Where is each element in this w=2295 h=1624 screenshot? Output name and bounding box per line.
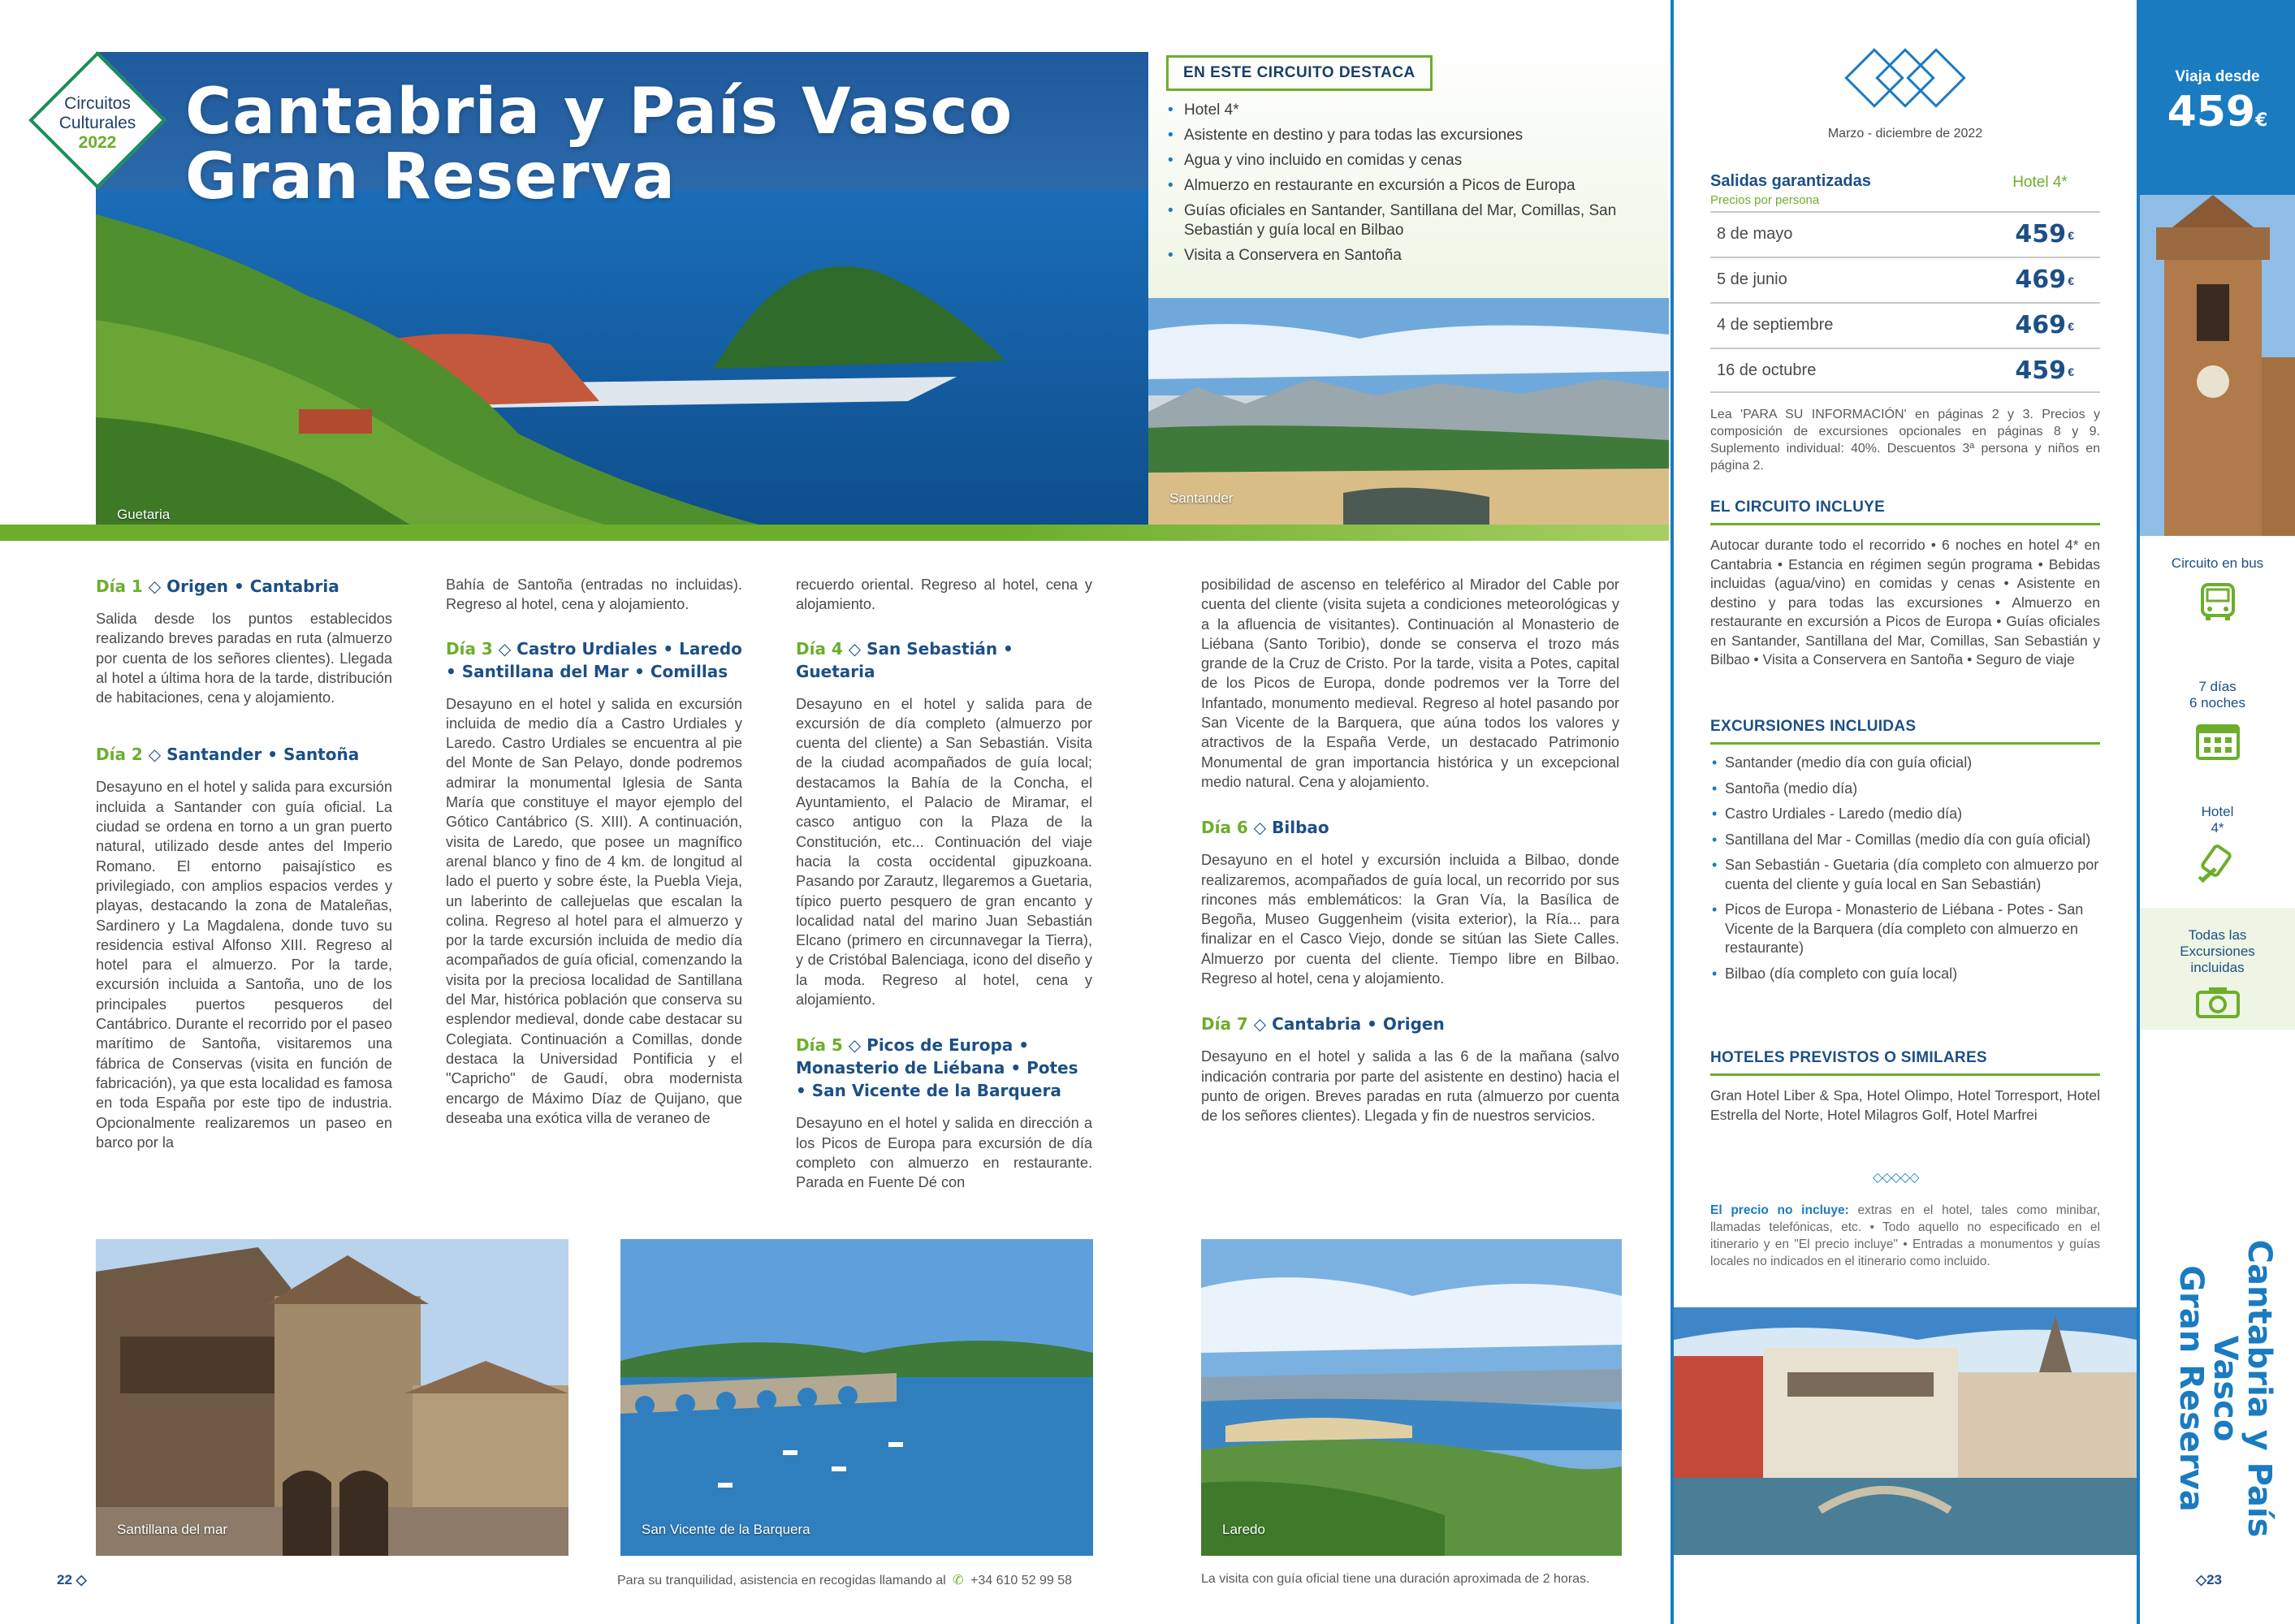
table-row: 16 de octubre 459 € [1710, 348, 2100, 393]
photo-laredo [1201, 1239, 1622, 1556]
feature-excursions: Todas las Excursiones incluidas [2140, 908, 2295, 1030]
day-4-text: Desayuno en el hotel y salida para de excursión de día completo (almuerzo por cuenta del cliente) a San Sebastián. Visita de la ciudad acompañados de guía local; destacamos la Bahía de la Concha, el Ayuntamiento, el Palacio de Miramar, el casco antiguo con la Plaza de la Constitución, etc... Continuación del viaje hacia la costa occidental gipuzkoana. Pasando por Zarautz, llegaremos a Guetaria, típico puerto pesquero de gran encanto y localidad natal del marino Juan Sebastián Elcano (primero en circunnavegar la Tierra), y de Cristóbal Balenciaga, icono del diseño y la moda. Regreso al hotel, cena y alojamiento. [796, 695, 1092, 1009]
hero-caption: Guetaria [117, 507, 171, 522]
table-row: 5 de junio 469 € [1710, 257, 2100, 302]
day-5-text: Desayuno en el hotel y salida en dirección a los Picos de Europa para excursión de día completo con almuerzo en restaurante. Parada en Fuente Dé con [796, 1115, 1092, 1191]
day-2-title: Día 2 ◇ Santander • Santoña [96, 745, 360, 765]
day-3-continued: recuerdo oriental. Regreso al hotel, cena y alojamiento. [796, 577, 1092, 613]
day-5-title: Día 5 ◇ Picos de Europa • Monasterio de Liébana • Potes • San Vicente de la Barquera [796, 1035, 1078, 1101]
photo-church-tower [2140, 195, 2295, 536]
highlights-box [1148, 42, 1668, 298]
not-included-text: extras en el hotel, tales como minibar, llamadas telefónicas, etc. • Todo aquello no especificado en el itinerario y en "El precio incluye" • Entradas a monumentos y guías locales no indicados en el itinerario como incluido. [1710, 1203, 2100, 1268]
day-7-text: Desayuno en el hotel y salida a las 6 de la mañana (salvo indicación contraria por parte del asistente en destino) hacia el punto de origen. Breves paradas en ruta (almuerzo por cuenta de los señores clientes). Llegada y fin de nuestros servicios. [1201, 1048, 1619, 1125]
feature-hotel: Hotel 4* [2140, 804, 2295, 888]
table-subtitle: Precios por persona [1710, 193, 1820, 207]
bus-icon [2196, 580, 2240, 624]
page-title [185, 76, 1119, 214]
list-item: • Castro Urdiales - Laredo (medio día) [1710, 805, 2100, 824]
list-item: • Bilbao (día completo con guía local) [1710, 965, 2100, 984]
highlights-list [1168, 101, 1655, 271]
list-item: • Picos de Europa - Monasterio de Liébana - Potes - San Vicente de la Barquera (día completo con almuerzo en restaurante) [1710, 901, 2100, 958]
day-5-continued: posibilidad de ascenso en teleférico al Mirador del Cable por cuenta del cliente (visita sujeta a condiciones meteorológicas y a la afluencia de visitantes). Continuación al Monasterio de Liébana (Santo Toribio), donde se conserva el trozo más grande de la Cruz de Cristo. Por la tarde, visita a Potes, capital de los Picos de Europa, donde podremos ver la Torre del Infantado, monumento medieval. Regreso al hotel pasando por San Vicente de la Barquera, que aúna todos los valores y atractivos de la España Verde, un destacado Patrimonio Monumental de gran importancia histórica y un excepcional medio natural. Cena y alojamiento. [1201, 577, 1619, 790]
table-header [1710, 172, 2100, 211]
vertical-title: Cantabria y País Vasco Gran Reserva [2172, 1239, 2278, 1538]
feature-bus: Circuito en bus [2140, 555, 2295, 624]
day-6-title: Día 6 ◇ Bilbao [1201, 818, 1329, 838]
hotel-key-icon [2194, 844, 2241, 888]
photo-santander [1148, 298, 1669, 525]
page-number-left: 22 ◇ [57, 1572, 87, 1587]
includes-heading: EL CIRCUITO INCLUYE [1710, 499, 2100, 525]
list-item: • Hotel 4* [1168, 101, 1655, 120]
itinerary-col-1 [96, 575, 392, 1188]
departures-table [1710, 172, 2100, 393]
collection-badge [28, 50, 167, 190]
day-2-text: Desayuno en el hotel y salida para excursión incluida a Santander con guía oficial. La ciudad se ordena en torno a un gran puerto natural, utilizado desde antes del Imperio Romano. El entorno paisajístico es privilegiado, con amplios espacios verdes y playas, destacando la zona de Mataleñas, Sardinero y La Magdalena, donde tuvo su residencia estival Alfonso XIII. Regreso al hotel para el almuerzo. Por la tarde, excursión incluida a Santoña, uno de los principales puertos pesqueros del Cantábrico. Durante el recorrido por el paseo marítimo de Santoña, visitaremos una fábrica de Conservas (visita en función de fabricación), ya que esta localidad es famosa en toda España por este tipo de industria. Opcionalmente realizaremos un paseo en barco por la [96, 779, 392, 1151]
list-item: • Santoña (medio día) [1710, 780, 2100, 799]
not-included-label: El precio no incluye: [1710, 1203, 1849, 1217]
list-item: • Guías oficiales en Santander, Santillana del Mar, Comillas, San Sebastián y guía local en Bilbao [1168, 201, 1655, 240]
caption-santillana: Santillana del mar [117, 1522, 228, 1537]
table-row: 8 de mayo 459 € [1710, 211, 2100, 257]
list-item: • Santillana del Mar - Comillas (medio día con guía oficial) [1710, 831, 2100, 850]
feature-duration: 7 días 6 noches [2140, 679, 2295, 762]
includes-text: Autocar durante todo el recorrido • 6 noches en hotel 4* en Cantabria • Estancia en régimen según programa • Bebidas incluidas (agua/vino) en comidas y cenas • Asistente en destino y para todas las excursiones • Almuerzo en restaurante en excursión a Picos de Europa • Guías oficiales en Santander, Santillana del Mar, Comillas, San Sebastián y Bilbao • Visita a Conservera en Santoña • Seguro de viaje [1710, 537, 2100, 667]
from-price: 459€ [2167, 88, 2268, 136]
day-4-title: Día 4 ◇ San Sebastián • Guetaria [796, 638, 1014, 681]
guide-duration-note: La visita con guía oficial tiene una duración aproximada de 2 horas. [1201, 1572, 1590, 1586]
list-item: • Santander (medio día con guía oficial) [1710, 754, 2100, 773]
day-6-text: Desayuno en el hotel y excursión incluida a Bilbao, donde realizaremos, acompañados de guía local, un recorrido por sus rincones más emblemáticos: la Gran Vía, la Basílica de Begoña, Museo Guggenheim (visita exterior), la Ría... para finalizar en el Casco Viejo, donde se sitúan las Siete Calles. Almuerzo por cuenta del cliente. Tiempo libre en Bilbao. Regreso al hotel, cena y alojamiento. [1201, 852, 1619, 987]
list-item: • Asistente en destino y para todas las excursiones [1168, 126, 1655, 145]
phone-icon: ✆ [953, 1574, 964, 1587]
list-item: • Visita a Conservera en Santoña [1168, 246, 1655, 266]
list-item: • San Sebastián - Guetaria (día completo con almuerzo por cuenta del cliente y guía local en San Sebastián) [1710, 856, 2100, 894]
day-3-text: Desayuno en el hotel y salida en excursión incluida de medio día a Castro Urdiales y Laredo. Castro Urdiales se encuentra al pie del Monte de San Pelayo, donde podremos admirar la monumental Iglesia de Santa María que constituye el mayor ejemplo del Gótico Cantábrico (S. XIII). A continuación, visita de Laredo, que posee un magnífico arenal blanco y fino de 4 km. de longitud al lado el puerto y sobre éste, la Puebla Vieja, un laberinto de callejuelas que escalan la colina. Regreso al hotel para el almuerzo y por la tarde excursión incluida de medio día acompañados de guía oficial, comenzando la visita por la preciosa localidad de Santillana del Mar, histórica población que conserva su esplendor medieval, donde cabe destacar su Colegiata. Continuación a Comillas, donde destaca la Universidad Pontificia y el "Capricho" de Gaudí, obra modernista encargo de Máximo Díaz de Quijano, que deseaba una exótica villa de veraneo de [446, 695, 743, 1126]
excursions-list [1710, 754, 2100, 990]
caption-laredo: Laredo [1222, 1522, 1265, 1537]
badge-line-2: Culturales [58, 114, 136, 132]
list-item: • Almuerzo en restaurante en excursión a Picos de Europa [1168, 176, 1655, 196]
excursions-heading: EXCURSIONES INCLUIDAS [1710, 718, 2100, 745]
title-line-2: Gran Reserva [185, 140, 676, 214]
badge-year: 2022 [78, 133, 117, 152]
caption-san-vicente: San Vicente de la Barquera [642, 1522, 810, 1537]
hotels-heading: HOTELES PREVISTOS O SIMILARES [1710, 1049, 2100, 1076]
not-included-note [1710, 1202, 2100, 1270]
day-7-title: Día 7 ◇ Cantabria • Origen [1201, 1014, 1445, 1034]
badge-line-1: Circuitos [64, 94, 131, 113]
day-3-title: Día 3 ◇ Castro Urdiales • Laredo • Santillana del Mar • Comillas [446, 638, 742, 681]
caption-santander: Santander [1169, 490, 1234, 506]
day-2-continued: Bahía de Santoña (entradas no incluidas). Regreso al hotel, cena y alojamiento. [446, 577, 742, 613]
table-title: Salidas garantizadas [1710, 172, 1871, 190]
itinerary-col-4 [1201, 575, 1619, 1162]
table-row: 4 de septiembre 469 € [1710, 302, 2100, 348]
camera-icon [2194, 984, 2241, 1020]
assistance-note: Para su tranquilidad, asistencia en recogidas llamando al ✆ +34 610 52 99 58 [617, 1574, 1073, 1587]
green-divider [0, 525, 1669, 541]
day-1-text: Salida desde los puntos establecidos realizando breves paradas en ruta (almuerzo por cuenta de los señores clientes). Llegada al hotel a última hora de la tarde, distribución de habitaciones, cena y alojamiento. [96, 611, 392, 706]
photo-bilbao [1674, 1307, 2137, 1555]
itinerary-col-3 [796, 575, 1092, 1229]
title-line-1: Cantabria y País Vasco [185, 76, 1014, 149]
itinerary-col-2 [446, 575, 742, 1164]
table-col-head: Hotel 4* [2012, 174, 2068, 191]
page-number-right: ◇23 [2196, 1572, 2222, 1587]
date-range: Marzo - diciembre de 2022 [1827, 127, 1983, 140]
photo-san-vicente [620, 1239, 1093, 1556]
day-1-title: Día 1 ◇ Origen • Cantabria [96, 577, 339, 596]
phone-number: +34 610 52 99 58 [970, 1574, 1073, 1587]
list-item: • Agua y vino incluido en comidas y cenas [1168, 151, 1655, 171]
hotels-text: Gran Hotel Liber & Spa, Hotel Olimpo, Hotel Torresport, Hotel Estrella del Norte, Hotel Milagros Golf, Hotel Marfrei [1710, 1087, 2100, 1123]
from-label: Viaja desde [2175, 68, 2260, 85]
highlights-heading: EN ESTE CIRCUITO DESTACA [1166, 55, 1433, 91]
calendar-icon [2194, 719, 2241, 762]
photo-santillana [96, 1239, 568, 1556]
diamond-ornament-icon: ◇◇◇◇◇ [1873, 1171, 1919, 1185]
price-note: Lea 'PARA SU INFORMACIÓN' en páginas 2 y 3. Precios y composición de excursiones opcionales en páginas 8 y 9. Suplemento individual: 40%. Descuentos 3ª persona y niños en página 2. [1710, 408, 2100, 473]
from-price-box [2140, 0, 2295, 195]
